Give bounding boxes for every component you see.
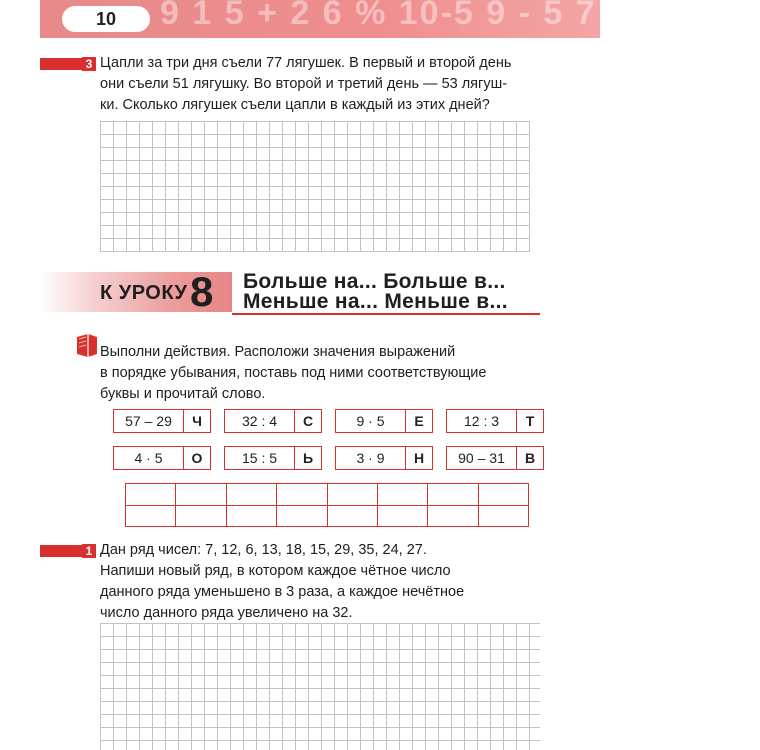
- answer-cell[interactable]: [226, 484, 276, 506]
- task-1-line: Напиши новый ряд, в котором каждое чётное число: [100, 563, 451, 579]
- expression-letter: Ь: [294, 447, 321, 469]
- lesson-label: К УРОКУ: [100, 282, 188, 304]
- header-decoration: 9 1 5 + 2 6 % 10-5 9 - 5 7 6-4=2 5+: [160, 0, 760, 32]
- expression-cell: [224, 409, 322, 433]
- answer-row: [126, 505, 529, 527]
- task-1-line: число данного ряда увеличено на 32.: [100, 605, 353, 621]
- expression-cell: [446, 446, 544, 470]
- task-number-3: 3: [82, 57, 96, 71]
- task-marker: [40, 545, 82, 557]
- task-1-line: Дан ряд чисел: 7, 12, 6, 13, 18, 15, 29, 35, 24, 27.: [100, 542, 427, 558]
- expression-cell: [335, 446, 433, 470]
- expression: 32 : 4: [241, 413, 278, 429]
- answer-cell[interactable]: [176, 505, 226, 527]
- expression: 12 : 3: [463, 413, 500, 429]
- answer-cell[interactable]: [126, 505, 176, 527]
- lesson-title-line-2: Меньше на... Меньше в...: [243, 290, 508, 313]
- task-3-line: ки. Сколько лягушек съели цапли в каждый из этих дней?: [100, 97, 490, 113]
- page-number: 10: [62, 6, 150, 32]
- task-marker: [40, 58, 82, 70]
- expression-letter: Е: [405, 410, 432, 432]
- task-3-text: [100, 53, 511, 116]
- answer-cell[interactable]: [226, 505, 276, 527]
- answer-cell[interactable]: [428, 484, 478, 506]
- book-task-line: буквы и прочитай слово.: [100, 386, 266, 402]
- task-number-1: 1: [82, 544, 96, 558]
- answer-cell[interactable]: [377, 505, 427, 527]
- answer-cell[interactable]: [327, 484, 377, 506]
- answer-cell[interactable]: [277, 484, 327, 506]
- expression: 90 – 31: [458, 450, 505, 466]
- book-icon: [74, 333, 100, 357]
- answer-cell[interactable]: [277, 505, 327, 527]
- expression: 15 : 5: [241, 450, 278, 466]
- expression: 57 – 29: [125, 413, 172, 429]
- answer-cell[interactable]: [327, 505, 377, 527]
- answer-row: [126, 484, 529, 506]
- book-task-line: Выполни действия. Расположи значения выражений: [100, 344, 456, 360]
- answer-cell[interactable]: [377, 484, 427, 506]
- answer-cell[interactable]: [478, 505, 528, 527]
- answer-cell[interactable]: [176, 484, 226, 506]
- answer-grid-task-1[interactable]: [100, 623, 540, 750]
- expression-cell: [224, 446, 322, 470]
- expression-cell: [113, 446, 211, 470]
- task-3-line: Цапли за три дня съели 77 лягушек. В первый и второй день: [100, 55, 512, 71]
- expression: 9 · 5: [356, 413, 385, 429]
- expression-cell: [113, 409, 211, 433]
- book-task-line: в порядке убывания, поставь под ними соответствующие: [100, 365, 487, 381]
- expression-letter: Ч: [183, 410, 210, 432]
- task-1-text: [100, 540, 464, 624]
- answer-table: [125, 483, 529, 527]
- answer-cell[interactable]: [428, 505, 478, 527]
- expression-letter: О: [183, 447, 210, 469]
- answer-cell[interactable]: [478, 484, 528, 506]
- lesson-number: 8: [190, 268, 214, 315]
- expression: 3 · 9: [356, 450, 385, 466]
- book-task-text: [100, 342, 486, 405]
- expression-letter: В: [516, 447, 543, 469]
- task-1-line: данного ряда уменьшено в 3 раза, а каждое нечётное: [100, 584, 465, 600]
- expression-cell: [335, 409, 433, 433]
- answer-cell[interactable]: [126, 484, 176, 506]
- expression-letter: С: [294, 410, 321, 432]
- expression: 4 · 5: [134, 450, 163, 466]
- lesson-title-rule: [232, 313, 540, 315]
- task-3-line: они съели 51 лягушку. Во второй и третий день — 53 лягуш-: [100, 76, 508, 92]
- answer-grid-task-3[interactable]: [100, 121, 530, 252]
- expression-cell: [446, 409, 544, 433]
- expression-letter: Т: [516, 410, 543, 432]
- lesson-title-line-1: Больше на... Больше в...: [243, 270, 506, 293]
- expression-letter: Н: [405, 447, 432, 469]
